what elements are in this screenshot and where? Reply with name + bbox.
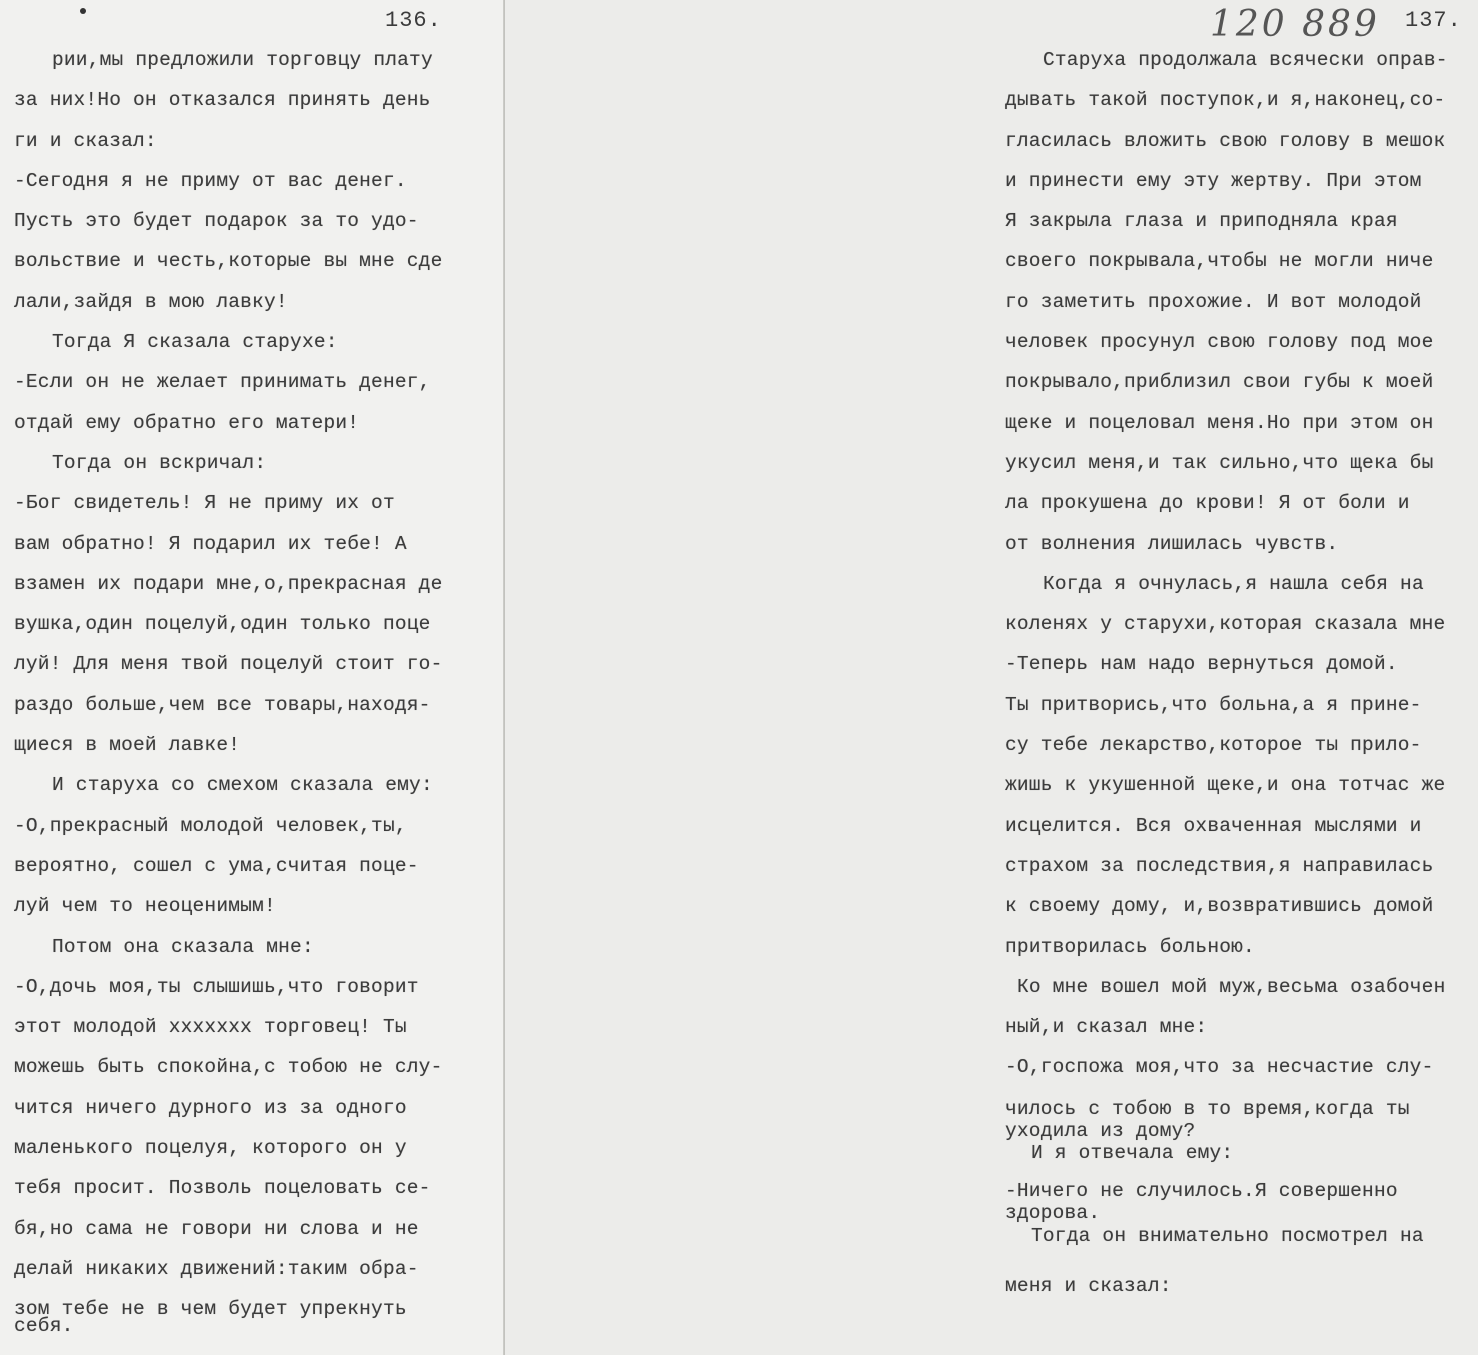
text-line: за них!Но он отказался принять день: [14, 89, 431, 112]
text-line: бя,но сама не говори ни слова и не: [14, 1217, 419, 1240]
ink-dot: [80, 8, 86, 14]
text-line: дывать такой поступок,и я,наконец,со-: [1005, 89, 1446, 112]
text-line: коленях у старухи,которая сказала мне: [1005, 613, 1446, 636]
text-line: Я закрыла глаза и приподняла края: [1005, 210, 1398, 233]
text-line: -Если он не желает принимать денег,: [14, 371, 431, 394]
text-line: Тогда он вскричал:: [52, 451, 267, 474]
text-line: Старуха продолжала всячески оправ-: [1043, 49, 1448, 71]
text-line: рии,мы предложили торговцу плату: [52, 49, 433, 71]
text-line: покрывало,приблизил свои губы к моей: [1005, 371, 1434, 394]
text-line: Потом она сказала мне:: [52, 935, 314, 958]
text-line: су тебе лекарство,которое ты прило-: [1005, 734, 1422, 757]
left-page: [0, 0, 505, 1355]
text-line: взамен их подари мне,о,прекрасная де: [14, 572, 443, 595]
text-line: вам обратно! Я подарил их тебе! А: [14, 532, 407, 555]
archive-number: 120 889: [1210, 4, 1380, 45]
text-line: ги и сказал:: [14, 129, 157, 152]
text-line: здорова.: [1005, 1201, 1101, 1224]
text-line: -Теперь нам надо вернуться домой.: [1005, 653, 1398, 676]
text-line: притворилась больною.: [1005, 935, 1255, 958]
text-line: лали,зайдя в мою лавку!: [14, 290, 288, 313]
text-line: этот молодой xxxxxxx торговец! Ты: [14, 1016, 407, 1039]
text-line: вероятно, сошел с ума,считая поце-: [14, 854, 419, 877]
text-line: го заметить прохожие. И вот молодой: [1005, 290, 1422, 313]
text-line: своего покрывала,чтобы не могли ниче: [1005, 250, 1434, 273]
text-line: Пусть это будет подарок за то удо-: [14, 210, 419, 233]
text-line: Когда я очнулась,я нашла себя на: [1043, 572, 1424, 595]
text-line: гласилась вложить свою голову в мешок: [1005, 129, 1446, 152]
text-line: и принести ему эту жертву. При этом: [1005, 169, 1422, 192]
text-line: И старуха со смехом сказала ему:: [52, 774, 433, 797]
text-line: зом тебе не в чем будет упрекнуть: [14, 1298, 407, 1321]
text-line: луй чем то неоценимым!: [14, 895, 276, 918]
text-line: исцелится. Вся охваченная мыслями и: [1005, 814, 1422, 837]
text-line: И я отвечала ему:: [1031, 1141, 1234, 1164]
text-line: страхом за последствия,я направилась: [1005, 854, 1434, 877]
text-line: делай никаких движений:таким обра-: [14, 1257, 419, 1280]
text-line: от волнения лишилась чувств.: [1005, 532, 1339, 555]
text-line: чилось с тобою в то время,когда ты: [1005, 1097, 1410, 1120]
text-line: укусил меня,и так сильно,что щека бы: [1005, 451, 1434, 474]
text-line: меня и сказал:: [1005, 1274, 1172, 1297]
text-line: -Ничего не случилось.Я совершенно: [1005, 1179, 1398, 1202]
text-line: ный,и сказал мне:: [1005, 1016, 1208, 1039]
text-line: к своему дому, и,возвратившись домой: [1005, 895, 1434, 918]
text-line: Тогда Я сказала старухе:: [52, 331, 338, 354]
left-text-block: [14, 40, 494, 1336]
text-line: ла прокушена до крови! Я от боли и: [1005, 492, 1410, 515]
text-line: вушка,один поцелуй,один только поце: [14, 613, 431, 636]
text-line: можешь быть спокойна,с тобою не слу-: [14, 1056, 443, 1079]
text-line: себя.: [14, 1314, 74, 1337]
text-line: -Сегодня я не приму от вас денег.: [14, 169, 407, 192]
page-number: 137.: [1405, 8, 1462, 33]
text-line: чится ничего дурного из за одного: [14, 1096, 407, 1119]
text-line: жишь к укушенной щеке,и она тотчас же: [1005, 774, 1446, 797]
text-line: уходила из дому?: [1005, 1119, 1196, 1142]
text-line: -О,прекрасный молодой человек,ты,: [14, 814, 407, 837]
text-line: Ты притворись,что больна,а я прине-: [1005, 693, 1422, 716]
text-line: -Бог свидетель! Я не приму их от: [14, 492, 395, 515]
text-line: отдай ему обратно его матери!: [14, 411, 360, 434]
text-line: -О,госпожа моя,что за несчастие слу-: [1005, 1056, 1434, 1079]
text-line: вольствие и честь,которые вы мне сде: [14, 250, 443, 273]
text-line: человек просунул свою голову под мое: [1005, 331, 1434, 354]
right-page: [505, 0, 1478, 1355]
page-number: 136.: [385, 8, 442, 33]
text-line: Тогда он внимательно посмотрел на: [1031, 1224, 1424, 1247]
text-line: щиеся в моей лавке!: [14, 734, 241, 757]
text-line: тебя просит. Позволь поцеловать се-: [14, 1177, 431, 1200]
text-line: раздо больше,чем все товары,находя-: [14, 693, 431, 716]
right-text-block: [1005, 40, 1475, 1306]
text-line: луй! Для меня твой поцелуй стоит го-: [14, 653, 443, 676]
text-line: Ко мне вошел мой муж,весьма озабочен: [1017, 975, 1446, 998]
text-line: -О,дочь моя,ты слышишь,что говорит: [14, 975, 419, 998]
text-line: маленького поцелуя, которого он у: [14, 1137, 407, 1160]
text-line: щеке и поцеловал меня.Но при этом он: [1005, 411, 1434, 434]
